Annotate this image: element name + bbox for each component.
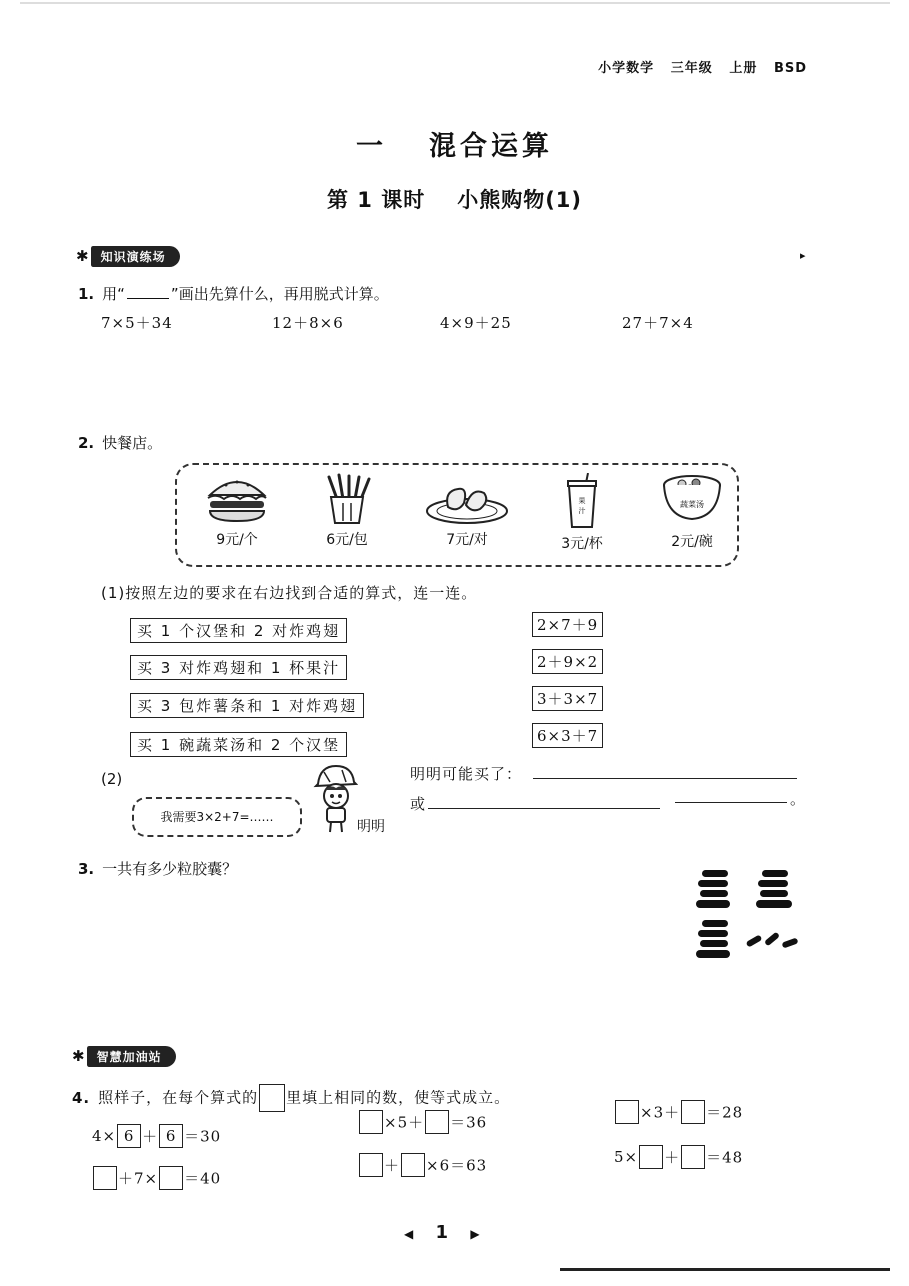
page-number — [404, 1222, 480, 1243]
menu-price: 2元/碗 — [671, 534, 713, 550]
section-label: 智慧加油站 — [87, 1046, 176, 1067]
answer-box: 6 — [117, 1124, 141, 1148]
star-mark-icon: ✱ — [76, 247, 89, 265]
boy-character-icon — [312, 764, 358, 834]
q2-part1-instruction: (1)按照左边的要求在右边找到合适的算式，连一连。 — [101, 584, 478, 602]
equation-5 — [614, 1100, 743, 1124]
q1-expression: 4×9＋25 — [440, 314, 512, 332]
match-right-item[interactable]: 3＋3×7 — [532, 686, 603, 711]
answer-box[interactable] — [425, 1110, 449, 1134]
match-right-item[interactable]: 6×3＋7 — [532, 723, 603, 748]
or-label: 或 — [410, 795, 426, 813]
fries-icon — [317, 473, 377, 525]
svg-text:果: 果 — [578, 497, 586, 505]
header-subject: 小学数学 — [598, 61, 655, 76]
answer-box[interactable] — [359, 1153, 383, 1177]
chapter-name: 混合运算 — [429, 131, 553, 162]
chicken-wings-icon — [424, 473, 510, 525]
match-right-item[interactable]: 2＋9×2 — [532, 649, 603, 674]
match-left-item[interactable]: 买 3 对炸鸡翅和 1 杯果汁 — [130, 655, 347, 680]
q3-text: 一共有多少粒胶囊？ — [102, 860, 238, 878]
menu-price: 9元/个 — [216, 532, 258, 548]
eq-text: 5× — [614, 1148, 639, 1166]
juice-cup-icon — [560, 473, 604, 529]
eq-text: ×5＋ — [384, 1113, 425, 1132]
hamburger-icon — [204, 473, 270, 525]
header-grade: 三年级 — [670, 61, 713, 76]
answer-box[interactable] — [681, 1100, 705, 1124]
svg-text:汁: 汁 — [578, 507, 586, 515]
q1-text-before: 用“ — [102, 285, 125, 303]
answer-box: 6 — [159, 1124, 183, 1148]
answer-box[interactable] — [159, 1166, 183, 1190]
header-term: 上册 — [729, 61, 758, 76]
end-mark: 。 — [790, 790, 806, 808]
eq-text: ×3＋ — [640, 1103, 681, 1122]
menu-item — [197, 473, 277, 549]
eq-text: ＋ — [142, 1127, 159, 1146]
prev-arrow-icon: ◀ — [404, 1227, 414, 1241]
underline-sample — [127, 284, 169, 299]
speech-bubble: 我需要3×2+7=…… — [132, 797, 302, 837]
example-equation — [92, 1124, 221, 1148]
equation-2 — [92, 1166, 221, 1190]
menu-price: 6元/包 — [326, 532, 368, 548]
chapter-number: 一 — [356, 131, 387, 162]
menu-board — [175, 463, 739, 567]
lesson-number: 第 1 课时 — [326, 188, 426, 212]
q1-text-after: ”画出先算什么，再用脱式计算。 — [170, 285, 389, 303]
equation-6 — [614, 1145, 743, 1169]
menu-item — [542, 473, 622, 553]
match-left-item[interactable]: 买 1 碗蔬菜汤和 2 个汉堡 — [130, 732, 347, 757]
answer-box[interactable] — [615, 1100, 639, 1124]
eq-text: ＝30 — [184, 1127, 222, 1146]
match-left-item[interactable]: 买 3 包炸薯条和 1 对炸鸡翅 — [130, 693, 364, 718]
menu-item — [307, 473, 387, 549]
character-name: 明明 — [357, 819, 385, 835]
eq-text: ＝36 — [450, 1113, 488, 1132]
eq-text: ＝40 — [184, 1169, 222, 1188]
eq-text: ＋ — [664, 1148, 681, 1167]
answer-box[interactable] — [359, 1110, 383, 1134]
header-edition: BSD — [773, 61, 807, 76]
section-label: 知识演练场 — [91, 246, 180, 267]
menu-item — [422, 473, 512, 549]
q1-expression: 7×5＋34 — [101, 314, 173, 332]
eq-text: ＝28 — [706, 1103, 744, 1122]
lesson-title — [0, 184, 909, 214]
book-header — [598, 57, 807, 76]
eq-text: ＋ — [384, 1156, 401, 1175]
capsules-icon — [690, 866, 804, 960]
menu-price: 7元/对 — [446, 532, 488, 548]
sample-box — [259, 1084, 285, 1112]
answer-prompt: 明明可能买了： — [410, 765, 523, 783]
scan-edge-top — [20, 2, 890, 4]
question-3 — [78, 858, 237, 879]
svg-text:蔬菜汤: 蔬菜汤 — [680, 500, 704, 509]
answer-box[interactable] — [639, 1145, 663, 1169]
q2-title: 快餐店。 — [102, 434, 163, 452]
menu-price: 3元/杯 — [561, 536, 603, 552]
question-1 — [78, 283, 389, 304]
q1-expression: 12＋8×6 — [272, 314, 344, 332]
arrow-right-icon: ▸ — [800, 249, 806, 262]
section-banner-advanced — [72, 1046, 176, 1066]
q2-part2-label: (2) — [101, 770, 123, 788]
eq-text: ＋7× — [118, 1169, 159, 1188]
match-left-item[interactable]: 买 1 个汉堡和 2 对炸鸡翅 — [130, 618, 347, 643]
q4-number: 4. — [72, 1088, 91, 1107]
question-2 — [78, 432, 162, 453]
page-number-text: 1 — [435, 1222, 449, 1243]
scan-edge-line — [560, 1268, 890, 1271]
menu-item — [652, 473, 732, 551]
answer-line-2[interactable] — [428, 808, 660, 809]
answer-box[interactable] — [681, 1145, 705, 1169]
answer-line-3[interactable] — [675, 802, 787, 803]
answer-line-1[interactable] — [533, 778, 797, 779]
q4-text-after: 里填上相同的数，使等式成立。 — [286, 1088, 511, 1107]
eq-text: ＝48 — [706, 1148, 744, 1167]
chapter-title — [0, 124, 909, 163]
q4-text-before: 照样子，在每个算式的 — [98, 1088, 259, 1107]
answer-box[interactable] — [401, 1153, 425, 1177]
q2-number: 2. — [78, 434, 95, 452]
next-arrow-icon: ▶ — [470, 1227, 480, 1241]
q1-number: 1. — [78, 285, 95, 303]
eq-text: 4× — [92, 1127, 117, 1145]
star-mark-icon: ✱ — [72, 1047, 85, 1065]
equation-3 — [358, 1110, 487, 1134]
match-right-item[interactable]: 2×7＋9 — [532, 612, 603, 637]
equation-4 — [358, 1153, 487, 1177]
soup-bowl-icon — [660, 473, 724, 527]
q3-number: 3. — [78, 860, 95, 878]
section-banner-basic — [76, 246, 180, 266]
q1-expression: 27＋7×4 — [622, 314, 694, 332]
eq-text: ×6＝63 — [426, 1156, 488, 1175]
lesson-name: 小熊购物(1) — [457, 188, 583, 212]
question-4 — [72, 1084, 510, 1112]
answer-box[interactable] — [93, 1166, 117, 1190]
